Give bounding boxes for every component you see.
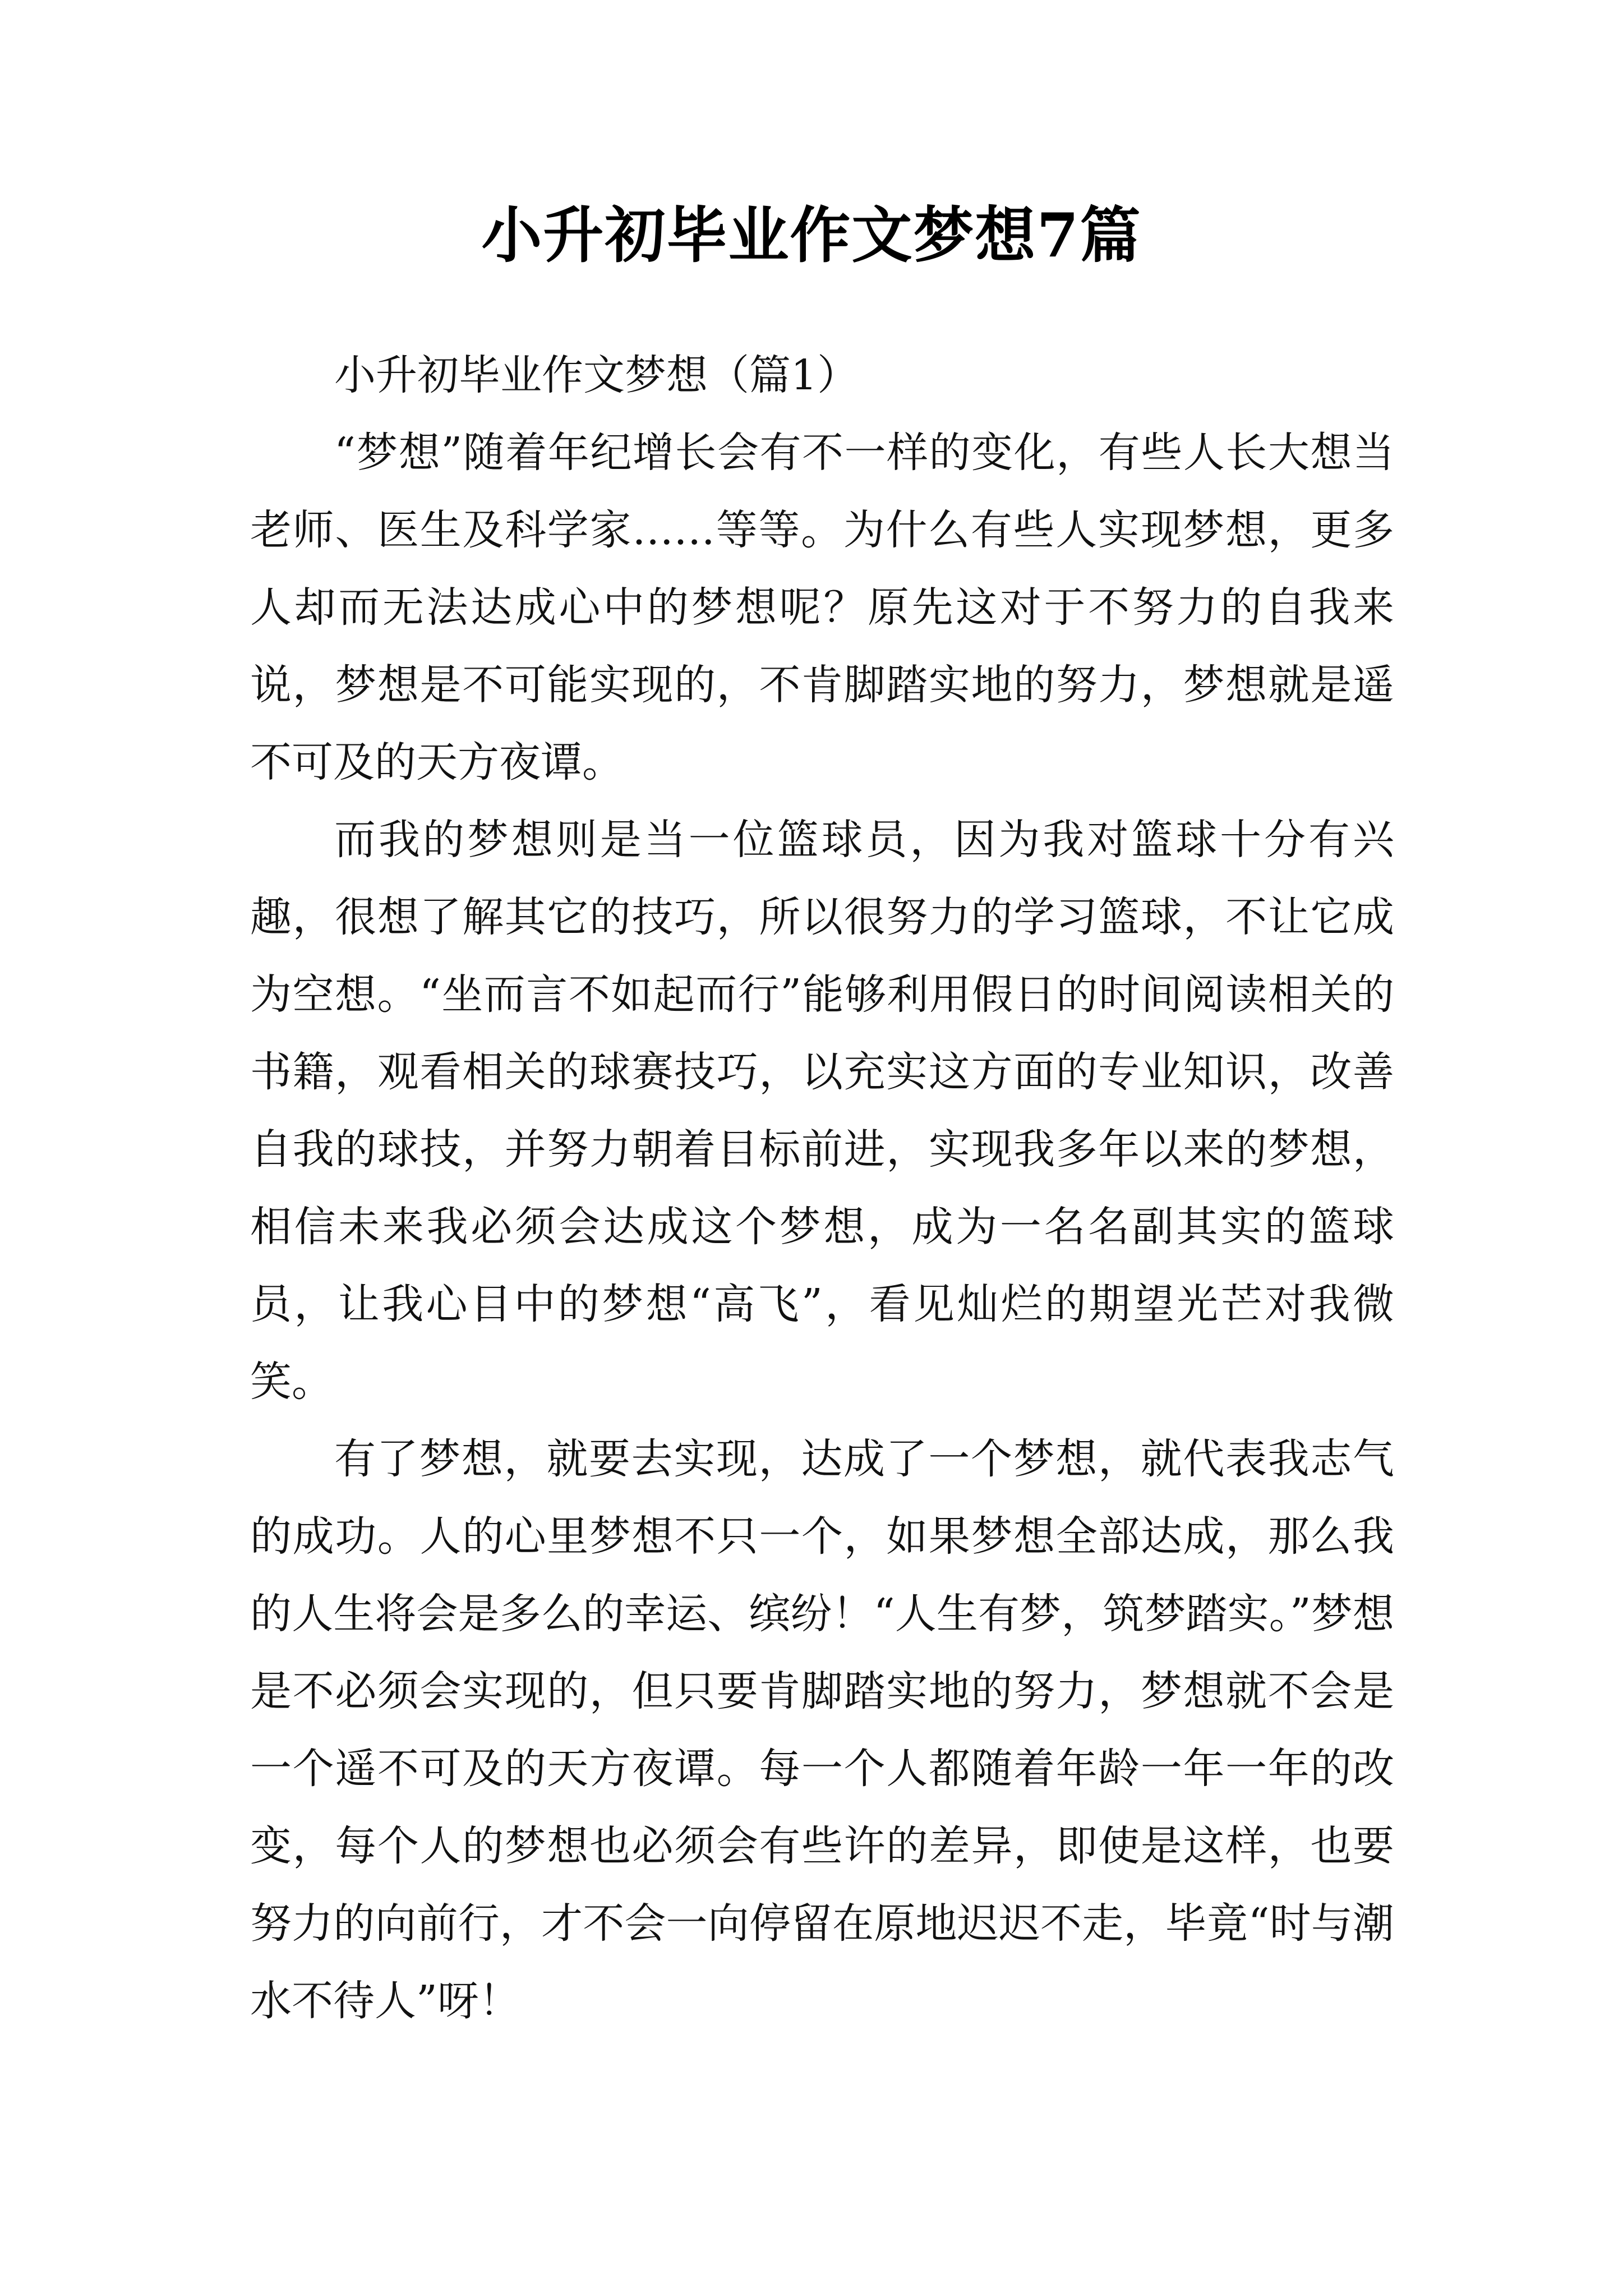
paragraph-1: “梦想”随着年纪增长会有不一样的变化，有些人长大想当老师、医生及科学家……等等。为什么有些人实现梦想，更多人却而无法达成心中的梦想呢？原先这对于不努力的自我来说，梦想是不可能实现的，不肯脚踏实地的努力，梦想就是遥不可及的天方夜谭。 bbox=[250, 429, 1394, 786]
document-title: 小升初毕业作文梦想7篇 bbox=[481, 200, 1142, 271]
document-body bbox=[250, 337, 1394, 2040]
paragraph-3: 有了梦想，就要去实现，达成了一个梦想，就代表我志气的成功。人的心里梦想不只一个，如果梦想全部达成，那么我的人生将会是多么的幸运、缤纷！“人生有梦，筑梦踏实。”梦想是不必须会实现的，但只要肯脚踏实地的努力，梦想就不会是一个遥不可及的天方夜谭。每一个人都随着年龄一年一年的改变，每个人的梦想也必须会有些许的差异，即使是这样，也要努力的向前行，才不会一向停留在原地迟迟不走，毕竟“时与潮水不待人”呀！ bbox=[250, 1435, 1394, 2025]
paragraph-2: 而我的梦想则是当一位篮球员，因为我对篮球十分有兴趣，很想了解其它的技巧，所以很努力的学习篮球，不让它成为空想。“坐而言不如起而行”能够利用假日的时间阅读相关的书籍，观看相关的球赛技巧，以充实这方面的专业知识，改善自我的球技，并努力朝着目标前进，实现我多年以来的梦想，相信未来我必须会达成这个梦想，成为一名名副其实的篮球员，让我心目中的梦想“高飞”，看见灿烂的期望光芒对我微笑。 bbox=[250, 816, 1394, 1406]
section-heading: 小升初毕业作文梦想（篇1） bbox=[334, 351, 859, 399]
